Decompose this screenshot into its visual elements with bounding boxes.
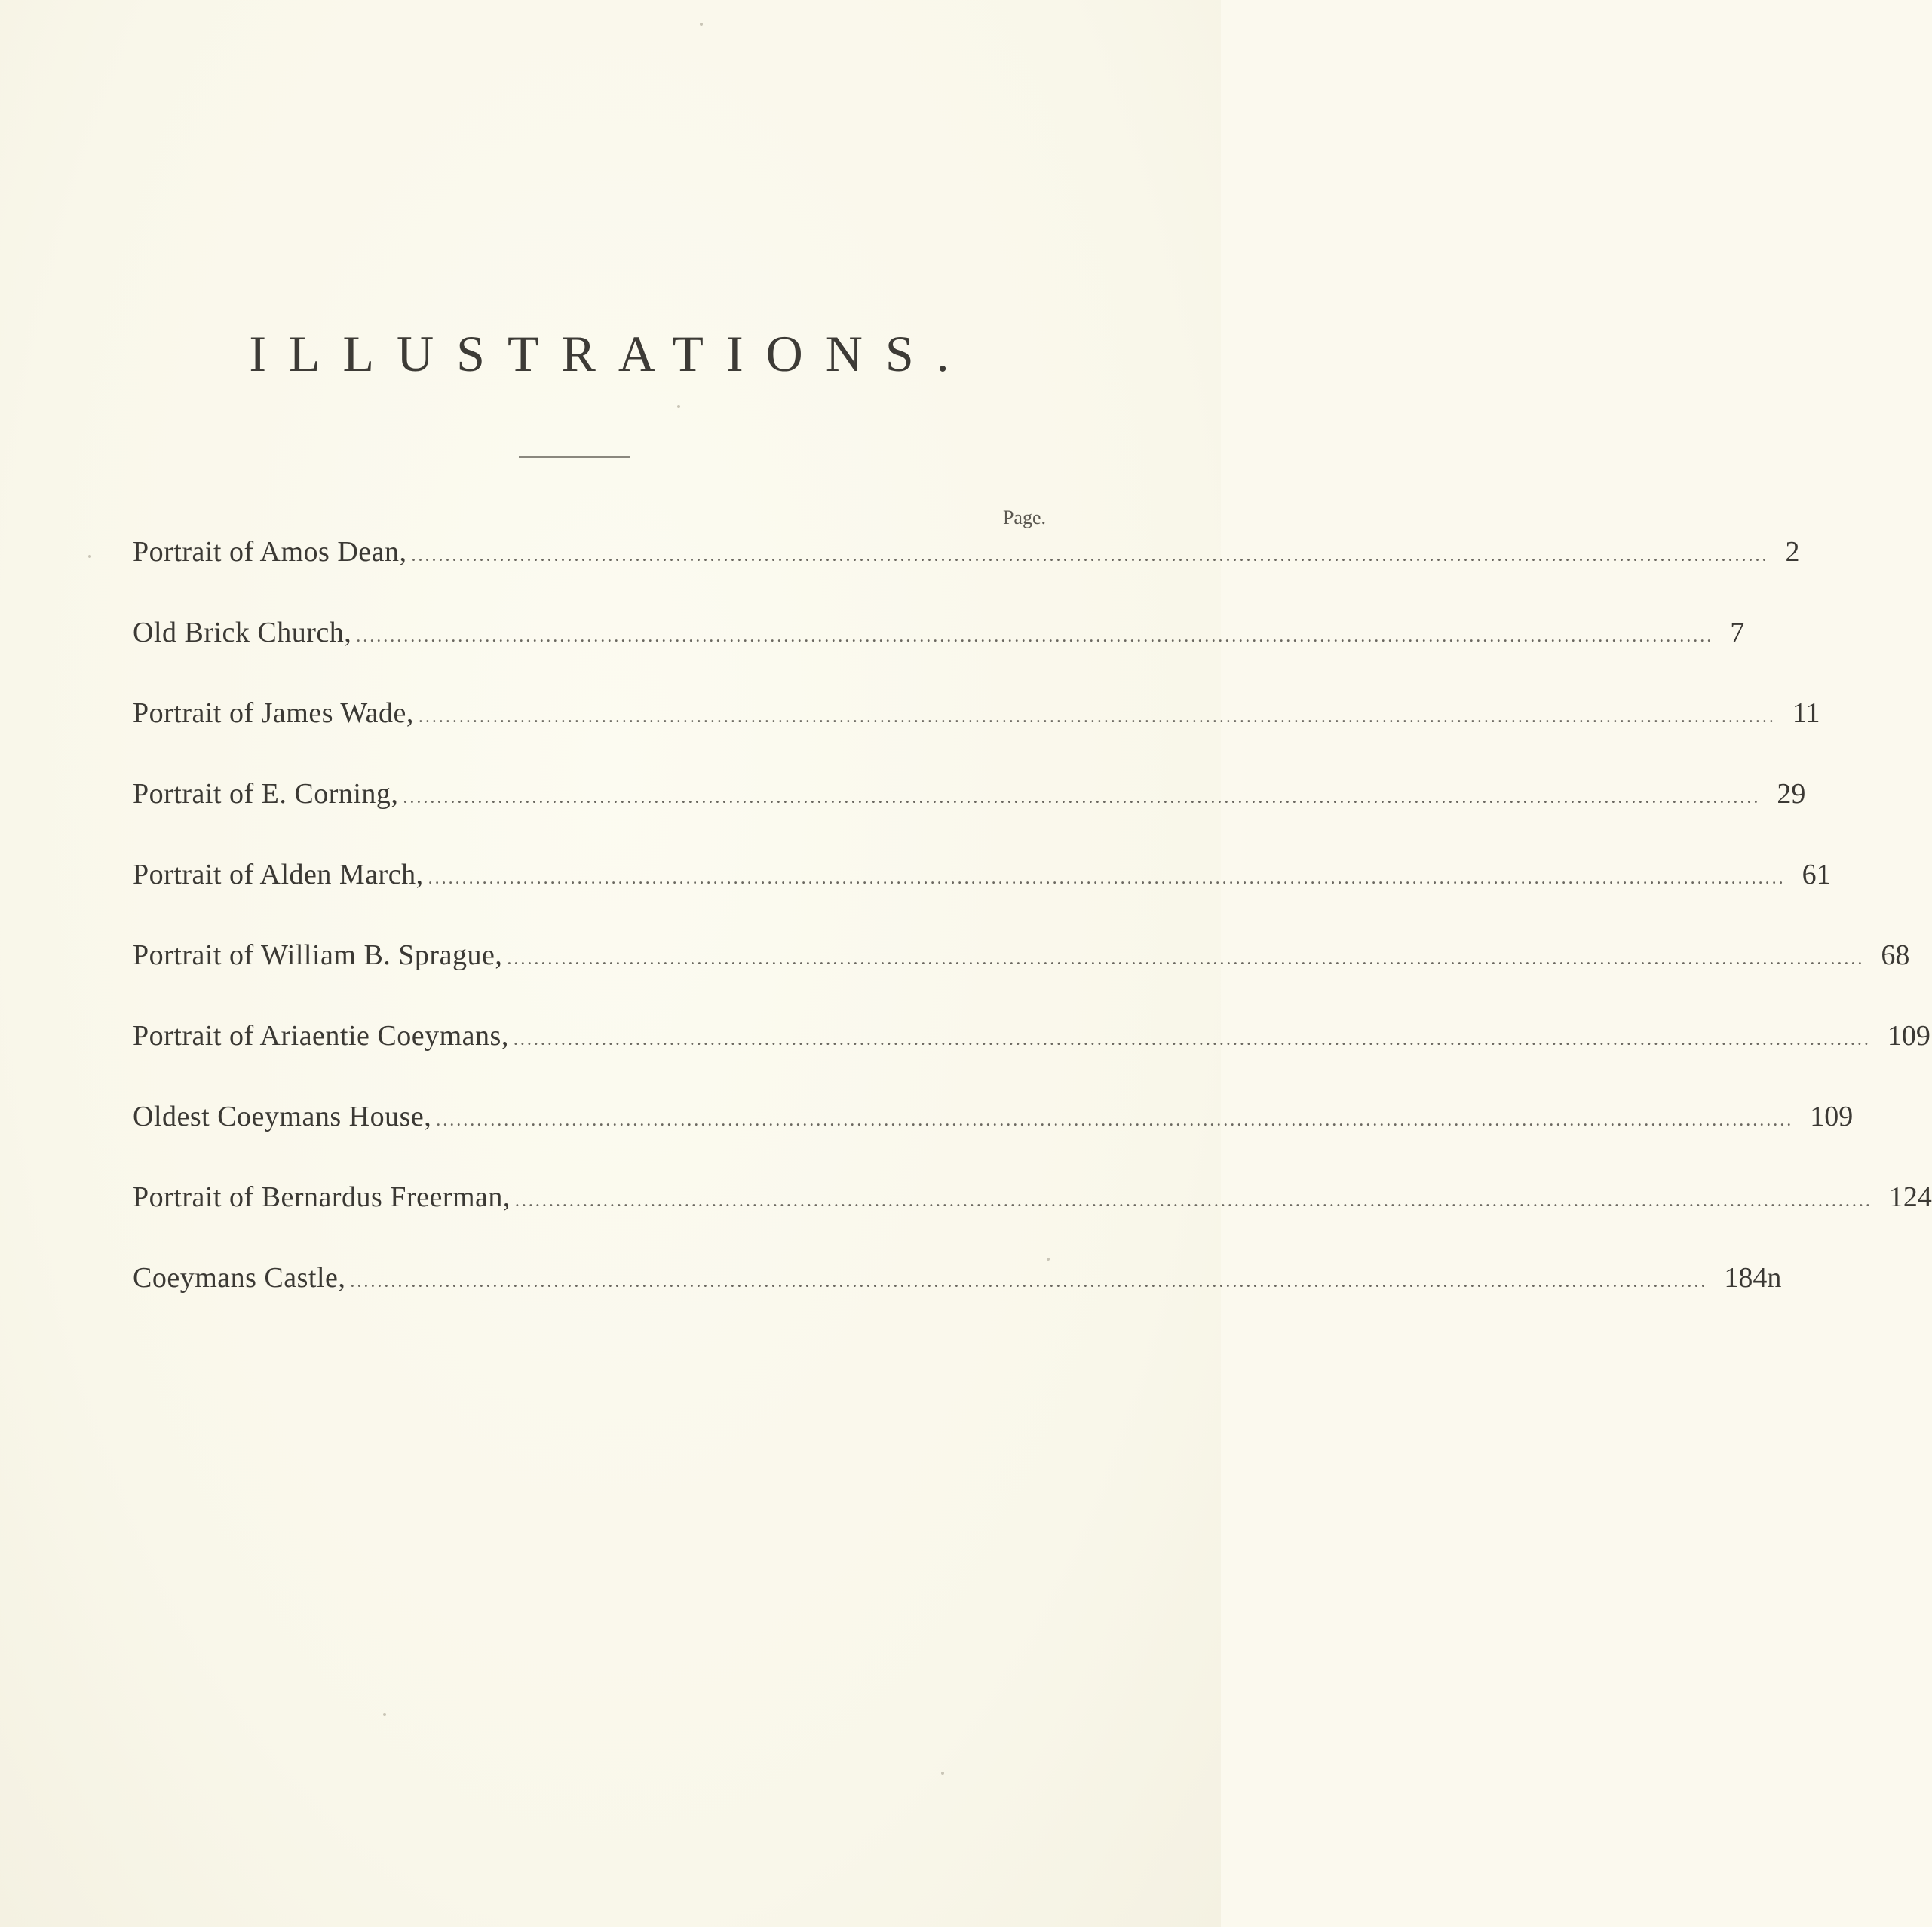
entry-page: 29 [1777, 778, 1806, 810]
paper-speck [677, 405, 680, 408]
entry-label: Portrait of Alden March, [133, 859, 424, 890]
entry-label: Portrait of Ariaentie Coeymans, [133, 1020, 509, 1052]
entry-page: 7 [1730, 617, 1745, 648]
list-item [133, 1019, 1930, 1100]
entry-label: Portrait of William B. Sprague, [133, 939, 503, 971]
entry-label: Oldest Coeymans House, [133, 1101, 432, 1132]
entry-label: Old Brick Church, [133, 617, 352, 648]
page-column-header: Page. [1002, 507, 1046, 528]
entry-label: Portrait of Bernardus Freerman, [133, 1181, 511, 1213]
list-item [133, 939, 1910, 1019]
list-item [133, 858, 1831, 939]
paper-speck [700, 23, 703, 26]
dot-leader: ........................................................................................................................................................................................................ [507, 949, 1865, 969]
list-item [133, 616, 1745, 697]
entry-page: 184n [1724, 1262, 1782, 1294]
list-item [133, 1261, 1782, 1342]
entry-page: 124 [1888, 1181, 1932, 1213]
list-item [133, 697, 1820, 777]
entry-page: 11 [1792, 697, 1820, 729]
entry-label: Coeymans Castle, [133, 1262, 346, 1294]
paper-speck [383, 1713, 386, 1716]
entry-page: 109 [1887, 1020, 1930, 1052]
page-title: ILLUSTRATIONS. [249, 325, 972, 382]
list-item [133, 535, 1800, 616]
entry-label: Portrait of E. Corning, [133, 778, 399, 810]
dot-leader: ........................................................................................................................................................................................................ [350, 1272, 1708, 1291]
list-item [133, 777, 1806, 858]
entry-page: 109 [1810, 1101, 1854, 1132]
dot-leader: ........................................................................................................................................................................................................ [403, 788, 1761, 807]
dot-leader: ........................................................................................................................................................................................................ [411, 546, 1769, 565]
illustrations-list [133, 535, 1932, 1342]
entry-label: Portrait of James Wade, [133, 697, 414, 729]
dot-leader: ........................................................................................................................................................................................................ [418, 707, 1776, 727]
dot-leader: ........................................................................................................................................................................................................ [356, 627, 1714, 646]
entry-page: 61 [1802, 859, 1831, 890]
entry-label: Portrait of Amos Dean, [133, 536, 407, 568]
dot-leader: ........................................................................................................................................................................................................ [428, 869, 1786, 888]
paper-speck [1047, 1258, 1050, 1261]
list-item [133, 1181, 1932, 1261]
dot-leader: ........................................................................................................................................................................................................ [513, 1030, 1871, 1049]
title-rule [519, 456, 630, 458]
entry-page: 2 [1785, 536, 1800, 568]
list-item [133, 1100, 1854, 1181]
paper-speck [941, 1772, 944, 1775]
entry-page: 68 [1881, 939, 1910, 971]
paper-speck [88, 555, 91, 558]
dot-leader: ........................................................................................................................................................................................................ [514, 1191, 1872, 1211]
dot-leader: ........................................................................................................................................................................................................ [436, 1111, 1794, 1130]
